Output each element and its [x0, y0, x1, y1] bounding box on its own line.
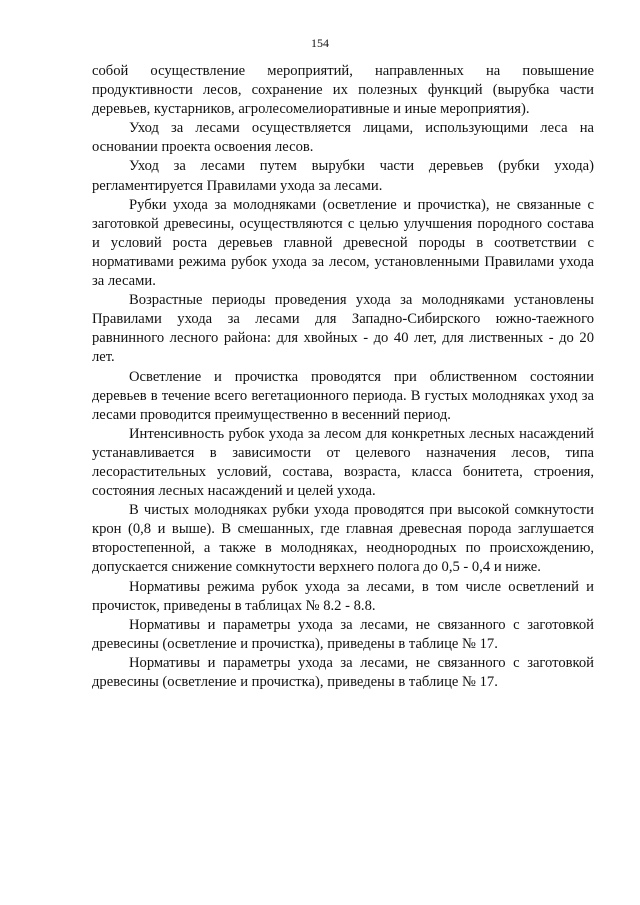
paragraph: В чистых молодняках рубки ухода проводятся при высокой сомкнутости крон (0,8 и выше). В смешанных, где главная древесная порода заглушается второстепенной, а также в молодняках, неоднородных по происхождению, допускается снижение сомкнутости верхнего полога до 0,5 - 0,4 и ниже. — [92, 502, 594, 576]
paragraph: Уход за лесами осуществляется лицами, использующими леса на основании проекта освоения лесов. — [92, 120, 594, 156]
paragraph: Нормативы и параметры ухода за лесами, не связанного с заготовкой древесины (осветление и прочистка), приведены в таблице № 17. — [92, 654, 594, 690]
paragraph: Нормативы и параметры ухода за лесами, не связанного с заготовкой древесины (осветление и прочистка), приведены в таблице № 17. — [92, 616, 594, 652]
paragraph-continuation: собой осуществление мероприятий, направленных на повышение продуктивности лесов, сохранение их полезных функций (вырубка части деревьев, кустарников, агролесомелиоративные и иные мероприятия). — [92, 63, 594, 118]
paragraph: Осветление и прочистка проводятся при облиственном состоянии деревьев в течение всего вегетационного периода. В густых молодняках уход за лесами проводится преимущественно в весенний период. — [92, 368, 594, 423]
paragraph: Уход за лесами путем вырубки части деревьев (рубки ухода) регламентируется Правилами ухода за лесами. — [92, 158, 594, 194]
document-body — [92, 62, 594, 692]
paragraph: Интенсивность рубок ухода за лесом для конкретных лесных насаждений устанавливается в зависимости от целевого назначения лесов, типа лесорастительных условий, состава, возраста, класса бонитета, строения, состояния лесных насаждений и целей ухода. — [92, 425, 594, 500]
paragraph: Нормативы режима рубок ухода за лесами, в том числе осветлений и прочисток, приведены в таблицах № 8.2 - 8.8. — [92, 578, 594, 614]
paragraph: Возрастные периоды проведения ухода за молодняками установлены Правилами ухода за лесами для Западно-Сибирского южно-таежного равнинного лесного района: для хвойных - до 40 лет, для лиственных - до 20 лет. — [92, 292, 594, 366]
paragraph: Рубки ухода за молодняками (осветление и прочистка), не связанные с заготовкой древесины, осуществляются с целью улучшения породного состава и условий роста деревьев главной древесной породы в соответствии с нормативами режима рубок ухода за лесом, установленными Правилами ухода за лесами. — [92, 196, 594, 290]
page-number: 154 — [311, 36, 329, 50]
